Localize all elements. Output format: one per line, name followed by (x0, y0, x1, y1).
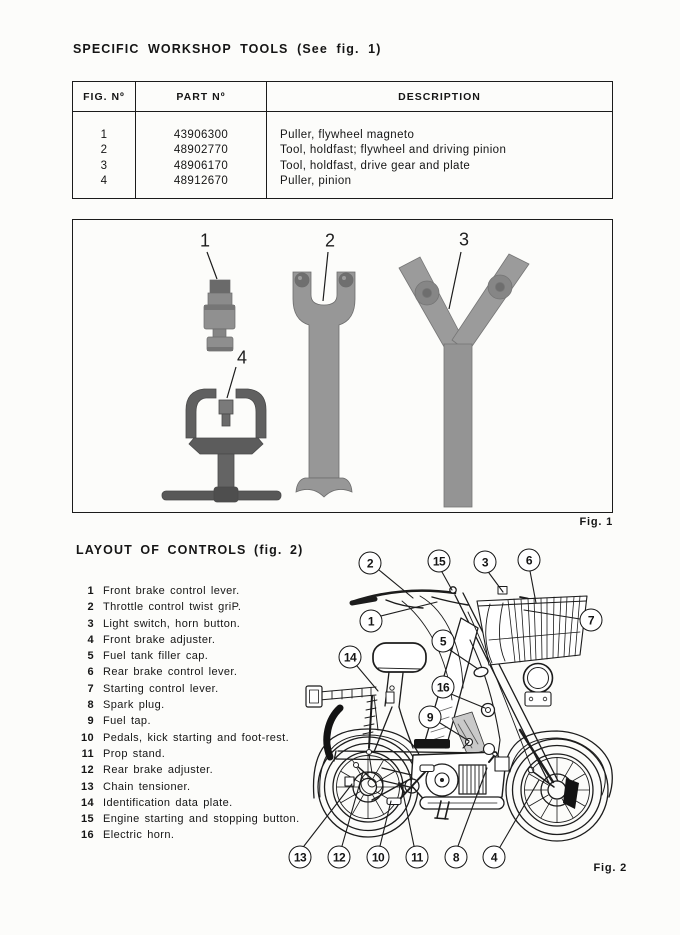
table-cell-description: Puller, pinion (280, 174, 352, 187)
table-column-description (267, 112, 612, 198)
controls-item-label: Front brake control lever. (103, 585, 240, 597)
identification-plate (386, 692, 394, 703)
table-cell-part: 48912670 (173, 174, 229, 187)
controls-list-item (76, 813, 300, 829)
controls-item-label: Throttle control twist griP. (103, 601, 242, 614)
table-cell-part: 48902770 (173, 144, 229, 157)
headlight (524, 664, 553, 707)
controls-list-item (76, 797, 300, 813)
fig2-callout: 15 (428, 550, 451, 573)
table-header-fig: FIG. Nº (73, 82, 136, 112)
controls-list-item (76, 732, 300, 748)
controls-item-label: Starting control lever. (103, 682, 219, 695)
fig2-callout: 4 (483, 846, 506, 869)
table-cell-description: Puller, flywheel magneto (280, 129, 415, 141)
fig2-callout: 7 (580, 609, 603, 632)
controls-list-item (76, 585, 300, 601)
controls-list-item (76, 650, 300, 666)
table-header-part: PART Nº (136, 82, 267, 112)
controls-list-item (76, 748, 300, 764)
engine (411, 744, 509, 810)
fig2-caption: Fig. 2 (593, 862, 627, 874)
fig2-callout: 12 (328, 846, 351, 869)
fig2-callout: 8 (445, 846, 468, 869)
controls-item-number: 5 (87, 650, 94, 663)
fig1-caption: Fig. 1 (579, 516, 613, 528)
tool-holdfast-fork (293, 272, 355, 497)
controls-list-item (76, 699, 300, 715)
controls-item-number: 15 (80, 813, 94, 826)
controls-item-number: 11 (81, 747, 94, 760)
page-title: SPECIFIC WORKSHOP TOOLS (See fig. 1) (73, 42, 382, 56)
controls-item-number: 7 (87, 682, 94, 695)
table-cell-fig: 3 (100, 159, 108, 172)
controls-list-item (76, 829, 300, 845)
controls-item-number: 9 (87, 715, 94, 728)
figure2-moped-illustration (280, 545, 680, 885)
controls-item-number: 16 (80, 829, 94, 842)
controls-item-label: Chain tensioner. (103, 780, 191, 793)
controls-item-label: Prop stand. (103, 747, 166, 760)
frame-badge (414, 739, 450, 749)
controls-item-number: 6 (87, 666, 94, 679)
controls-item-label: Fuel tap. (103, 715, 151, 728)
controls-item-label: Pedals, kick starting and foot-rest. (103, 731, 290, 744)
controls-item-label: Rear brake control lever. (103, 666, 238, 679)
chain-tensioner (345, 777, 354, 786)
controls-list-item (76, 683, 300, 699)
controls-item-number: 4 (87, 633, 94, 646)
fig1-tool-number: 3 (458, 229, 470, 250)
frame-spine (334, 618, 500, 761)
front-basket (477, 596, 587, 665)
controls-list-item (76, 601, 300, 617)
controls-list-item (76, 666, 300, 682)
table-column-part (136, 112, 267, 198)
controls-item-label: Light switch, horn button. (103, 617, 241, 630)
fig2-callout: 10 (367, 846, 390, 869)
table-header-description: DESCRIPTION (267, 82, 612, 112)
controls-item-label: Identification data plate. (103, 796, 233, 809)
section-title-layout-of-controls: LAYOUT OF CONTROLS (fig. 2) (76, 543, 304, 557)
tool-puller-pinion (162, 389, 281, 502)
fig2-callout: 2 (359, 552, 382, 575)
controls-item-label: Fuel tank filler cap. (103, 650, 209, 663)
controls-item-number: 14 (80, 796, 94, 809)
table-cell-part: 48906170 (173, 159, 229, 172)
controls-list-item (76, 781, 300, 797)
fig1-tool-number: 4 (236, 347, 248, 368)
controls-item-number: 13 (80, 780, 94, 793)
fig1-tool-number: 1 (199, 230, 211, 251)
table-cell-fig: 2 (100, 144, 108, 157)
tool-holdfast-y (399, 254, 529, 507)
controls-item-number: 10 (80, 731, 94, 744)
fig2-callout: 14 (339, 646, 362, 669)
table-column-fig (73, 112, 136, 198)
controls-list-item (76, 764, 300, 780)
front-wheel (506, 739, 608, 841)
table-cell-description: Tool, holdfast, drive gear and plate (280, 159, 471, 172)
fig2-callout: 9 (419, 706, 442, 729)
fig2-callout: 5 (432, 630, 455, 653)
controls-list-item (76, 634, 300, 650)
controls-item-label: Rear brake adjuster. (103, 764, 214, 777)
fig1-tool-number: 2 (324, 230, 336, 251)
controls-list-item (76, 618, 300, 634)
tools-table (72, 81, 613, 199)
controls-item-number: 1 (87, 585, 94, 597)
fig2-callout: 6 (518, 549, 541, 572)
fig2-callout: 13 (289, 846, 312, 869)
controls-item-label: Spark plug. (103, 699, 165, 712)
fig2-callout: 1 (360, 610, 383, 633)
controls-item-number: 2 (87, 601, 94, 614)
controls-list-item (76, 715, 300, 731)
table-cell-fig: 1 (100, 129, 108, 141)
fig2-callout: 3 (474, 551, 497, 574)
controls-item-number: 8 (87, 699, 94, 712)
controls-item-label: Electric horn. (103, 829, 175, 842)
controls-item-label: Front brake adjuster. (103, 633, 216, 646)
table-cell-part: 43906300 (173, 129, 229, 141)
tool-puller-flywheel-magneto (204, 280, 235, 351)
controls-item-label: Engine starting and stopping button. (103, 813, 300, 826)
table-cell-description: Tool, holdfast; flywheel and driving pinion (280, 144, 507, 157)
figure1-tools-illustration (72, 219, 613, 513)
fig2-callout: 16 (432, 676, 455, 699)
controls-item-number: 12 (80, 764, 94, 777)
table-cell-fig: 4 (100, 174, 108, 187)
controls-list (76, 585, 300, 846)
fig2-callout: 11 (406, 846, 429, 869)
electric-horn (482, 704, 495, 717)
controls-item-number: 3 (87, 617, 94, 630)
